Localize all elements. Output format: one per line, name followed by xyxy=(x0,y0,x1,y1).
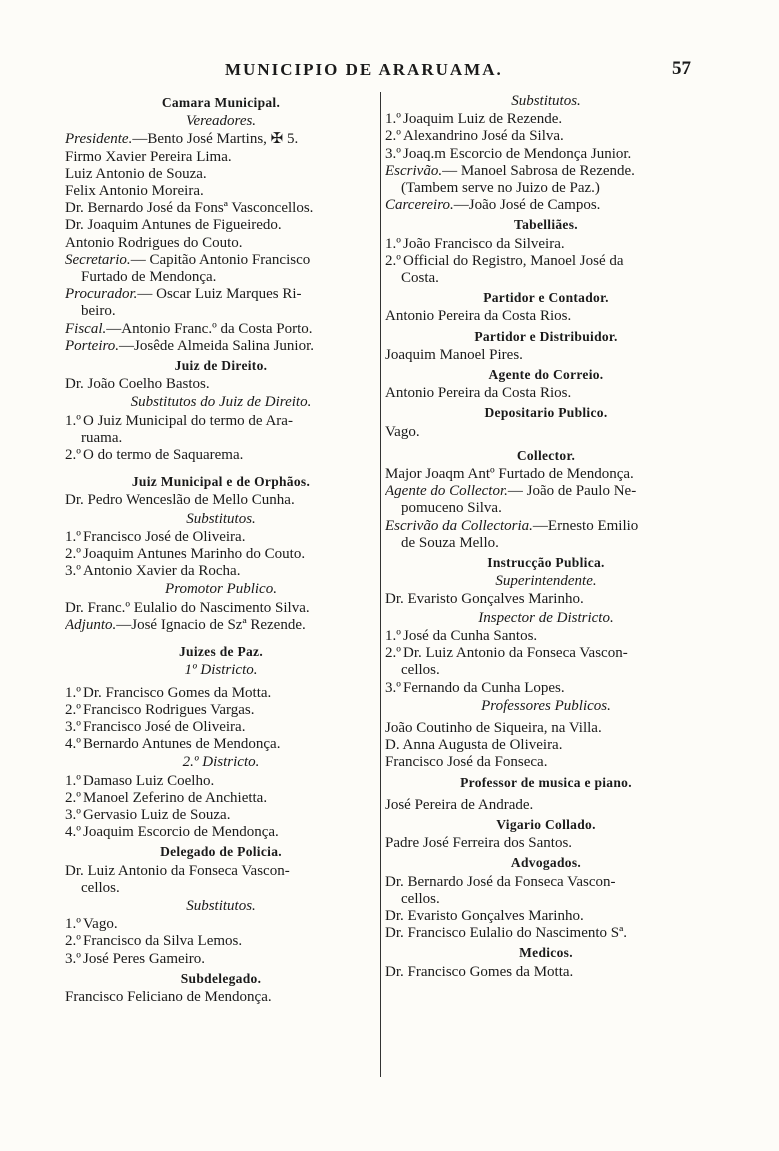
entry-text: Manoel Zeferino de Anchietta. xyxy=(83,789,268,806)
numbered-entry xyxy=(65,447,377,464)
numbered-entry xyxy=(65,529,377,546)
section-heading: Tabelliães. xyxy=(514,217,578,233)
role-holder: — Manoel Sabrosa de Rezende. xyxy=(442,162,635,179)
entry-text: João Francisco da Silveira. xyxy=(403,235,565,252)
text-line: Antonio Pereira da Costa Rios. xyxy=(385,308,572,325)
entry-text: Joaq.m Escorcio de Mendonça Junior. xyxy=(403,145,632,162)
section-heading: Depositario Publico. xyxy=(484,405,608,421)
entry-text: O do termo de Saquarema. xyxy=(83,447,244,464)
role-label: Agente do Collector. xyxy=(385,483,508,500)
text-line: Dr. Evaristo Gonçalves Marinho. xyxy=(385,907,584,924)
role-entry xyxy=(65,617,377,634)
text-line: Dr. Bernardo José da Fonseca Vascon- xyxy=(385,873,616,890)
text-line: pomuceno Silva. xyxy=(401,500,502,517)
numbered-entry xyxy=(65,719,377,736)
role-label: Escrivão da Collectoria. xyxy=(385,517,533,534)
numbered-entry xyxy=(385,253,707,270)
entry-number: 2.º xyxy=(65,933,81,950)
entry-number: 4.º xyxy=(65,824,81,841)
entry-number: 2.º xyxy=(385,645,401,662)
entry-text: Joaquim Luiz de Rezende. xyxy=(403,111,563,128)
entry-text: Vago. xyxy=(83,916,118,933)
section-heading: Professor de musica e piano. xyxy=(460,774,632,790)
role-label: Presidente. xyxy=(65,131,133,148)
subsection-heading: 2.º Districto. xyxy=(182,754,260,771)
page-title: MUNICIPIO DE ARARUAMA. xyxy=(225,60,503,79)
numbered-entry xyxy=(65,773,377,790)
entry-number: 3.º xyxy=(65,950,81,967)
column-divider xyxy=(380,92,381,1077)
role-holder: —Bento José Martins, ✠ 5. xyxy=(132,131,299,148)
role-holder: —Josêde Almeida Salina Junior. xyxy=(119,337,315,354)
subsection-heading: Promotor Publico. xyxy=(165,581,277,598)
role-entry xyxy=(65,321,377,338)
text-line: Felix Antonio Moreira. xyxy=(65,183,204,200)
entry-text: Joaquim Antunes Marinho do Couto. xyxy=(83,546,306,563)
entry-text: Joaquim Escorcio de Mendonça. xyxy=(83,824,279,841)
entry-text: Antonio Xavier da Rocha. xyxy=(83,563,241,580)
role-label: Adjunto. xyxy=(65,616,117,633)
page-header xyxy=(0,60,779,86)
text-line: Dr. João Coelho Bastos. xyxy=(65,376,210,393)
section-heading: Vigario Collado. xyxy=(496,816,596,832)
entry-text: Dr. Francisco Gomes da Motta. xyxy=(83,684,272,701)
entry-text: Damaso Luiz Coelho. xyxy=(83,772,215,789)
entry-number: 1.º xyxy=(65,772,81,789)
section-heading: Delegado de Policia. xyxy=(160,844,282,860)
numbered-entry xyxy=(65,824,377,841)
entry-text: O Juiz Municipal do termo de Ara- xyxy=(83,412,293,429)
entry-number: 2.º xyxy=(385,128,401,145)
entry-number: 2.º xyxy=(65,447,81,464)
text-line: ruama. xyxy=(81,429,123,446)
role-entry xyxy=(385,518,707,535)
numbered-entry xyxy=(385,111,707,128)
subsection-heading: Vereadores. xyxy=(185,113,257,130)
text-line: Dr. Luiz Antonio da Fonseca Vascon- xyxy=(65,862,290,879)
entry-text: Gervasio Luiz de Souza. xyxy=(83,806,231,823)
role-holder: —João José de Campos. xyxy=(453,197,601,214)
role-entry xyxy=(65,131,377,148)
subsection-heading: Substitutos. xyxy=(186,897,256,914)
subsection-heading: Superintendente. xyxy=(495,573,597,590)
text-line: Francisco José da Fonseca. xyxy=(385,754,548,771)
role-holder: —Antonio Franc.º da Costa Porto. xyxy=(106,320,313,337)
entry-number: 2.º xyxy=(65,701,81,718)
numbered-entry xyxy=(385,680,707,697)
section-heading: Camara Municipal. xyxy=(161,95,281,110)
entry-text: José da Cunha Santos. xyxy=(403,627,538,644)
text-line: Dr. Francisco Eulalio do Nascimento Sª. xyxy=(385,925,628,942)
spacer xyxy=(65,634,377,641)
spacer xyxy=(385,441,707,445)
section-heading: Juiz Municipal e de Orphãos. xyxy=(131,474,311,490)
numbered-entry xyxy=(385,128,707,145)
numbered-entry xyxy=(65,563,377,580)
text-line: cellos. xyxy=(81,879,120,896)
page-number: 57 xyxy=(672,58,691,79)
text-line: de Souza Mello. xyxy=(401,534,499,551)
text-line: Vago. xyxy=(385,423,420,440)
text-line: Francisco Feliciano de Mendonça. xyxy=(65,988,272,1005)
subsection-heading: Substitutos do Juiz de Direito. xyxy=(130,394,312,411)
role-label: Carcereiro. xyxy=(385,197,454,214)
numbered-entry xyxy=(65,736,377,753)
text-line: Dr. Bernardo José da Fonsª Vasconcellos. xyxy=(65,200,314,217)
entry-text: Fernando da Cunha Lopes. xyxy=(403,679,565,696)
entry-number: 1.º xyxy=(385,627,401,644)
text-line: Dr. Franc.º Eulalio do Nascimento Silva. xyxy=(65,599,310,616)
numbered-entry xyxy=(65,413,377,430)
section-heading: Agente do Correio. xyxy=(488,367,604,383)
text-line: Joaquim Manoel Pires. xyxy=(385,346,523,363)
entry-number: 1.º xyxy=(65,528,81,545)
role-holder: — João de Paulo Ne- xyxy=(507,483,637,500)
section-heading: Partidor e Contador. xyxy=(483,290,609,306)
entry-number: 3.º xyxy=(385,145,401,162)
entry-text: Francisco José de Oliveira. xyxy=(83,718,246,735)
role-entry xyxy=(65,252,377,269)
text-line: D. Anna Augusta de Oliveira. xyxy=(385,737,563,754)
text-line: (Tambem serve no Juizo de Paz.) xyxy=(401,180,600,197)
section-heading: Medicos. xyxy=(519,945,573,961)
numbered-entry xyxy=(385,146,707,163)
role-holder: — Capitão Antonio Francisco xyxy=(130,251,311,268)
numbered-entry xyxy=(65,933,377,950)
entry-number: 1.º xyxy=(385,235,401,252)
left-column xyxy=(65,92,377,1006)
section-heading: Collector. xyxy=(516,447,576,463)
numbered-entry xyxy=(65,702,377,719)
text-line: beiro. xyxy=(81,303,116,320)
text-line: Costa. xyxy=(401,270,439,287)
role-holder: —Ernesto Emilio xyxy=(532,517,639,534)
numbered-entry xyxy=(65,807,377,824)
subsection-heading: Inspector de Districto. xyxy=(478,609,614,626)
numbered-entry xyxy=(65,685,377,702)
role-label: Escrivão. xyxy=(385,162,443,179)
numbered-entry xyxy=(385,236,707,253)
text-line: cellos. xyxy=(401,890,440,907)
role-label: Procurador. xyxy=(65,286,138,303)
entry-number: 1.º xyxy=(65,684,81,701)
role-holder: —José Ignacio de Szª Rezende. xyxy=(116,616,306,633)
text-line: Dr. Evaristo Gonçalves Marinho. xyxy=(385,591,584,608)
entry-text: Bernardo Antunes de Mendonça. xyxy=(83,736,281,753)
text-line: cellos. xyxy=(401,662,440,679)
text-line: Furtado de Mendonça. xyxy=(81,269,217,286)
text-line: João Coutinho de Siqueira, na Villa. xyxy=(385,719,602,736)
spacer xyxy=(65,464,377,471)
section-heading: Advogados. xyxy=(510,855,582,871)
numbered-entry xyxy=(385,645,707,662)
role-label: Fiscal. xyxy=(65,320,107,337)
section-heading: Juiz de Direito. xyxy=(174,358,268,374)
entry-number: 3.º xyxy=(65,806,81,823)
entry-text: Dr. Luiz Antonio da Fonseca Vascon- xyxy=(403,645,628,662)
role-label: Secretario. xyxy=(65,251,131,268)
entry-number: 3.º xyxy=(65,563,81,580)
section-heading: Partidor e Distribuidor. xyxy=(474,328,618,344)
subsection-heading: Substitutos. xyxy=(186,510,256,527)
text-line: Luiz Antonio de Souza. xyxy=(65,165,207,182)
entry-number: 4.º xyxy=(65,736,81,753)
entry-text: Francisco da Silva Lemos. xyxy=(83,933,243,950)
entry-text: Francisco Rodrigues Vargas. xyxy=(83,701,255,718)
text-line: Dr. Joaquim Antunes de Figueiredo. xyxy=(65,217,282,234)
entry-text: Official do Registro, Manoel José da xyxy=(403,252,624,269)
entry-number: 3.º xyxy=(65,718,81,735)
text-line: Antonio Pereira da Costa Rios. xyxy=(385,385,572,402)
subsection-heading: Substitutos. xyxy=(511,93,581,109)
text-line: Dr. Pedro Wenceslão de Mello Cunha. xyxy=(65,492,295,509)
role-entry xyxy=(385,163,707,180)
subsection-heading: Professores Publicos. xyxy=(481,697,611,714)
role-entry xyxy=(65,338,377,355)
numbered-entry xyxy=(65,916,377,933)
entry-text: Alexandrino José da Silva. xyxy=(403,128,564,145)
right-column xyxy=(385,92,707,981)
section-heading: Juizes de Paz. xyxy=(178,644,264,660)
entry-number: 2.º xyxy=(385,252,401,269)
text-line: José Pereira de Andrade. xyxy=(385,796,534,813)
role-entry xyxy=(385,197,707,214)
entry-text: José Peres Gameiro. xyxy=(83,950,206,967)
role-entry xyxy=(385,483,707,500)
text-line: Major Joaqm Antº Furtado de Mendonça. xyxy=(385,466,634,483)
role-holder: — Oscar Luiz Marques Ri- xyxy=(137,286,302,303)
text-line: Dr. Francisco Gomes da Motta. xyxy=(385,963,574,980)
section-heading: Instrucção Publica. xyxy=(487,555,605,571)
numbered-entry xyxy=(65,790,377,807)
entry-number: 1.º xyxy=(65,412,81,429)
entry-number: 1.º xyxy=(385,111,401,128)
entry-text: Francisco José de Oliveira. xyxy=(83,528,246,545)
text-line: Padre José Ferreira dos Santos. xyxy=(385,835,573,852)
role-entry xyxy=(65,286,377,303)
section-heading: Subdelegado. xyxy=(180,970,262,986)
subsection-heading: 1º Districto. xyxy=(184,662,258,679)
text-line: Antonio Rodrigues do Couto. xyxy=(65,234,243,251)
entry-number: 2.º xyxy=(65,546,81,563)
role-label: Porteiro. xyxy=(65,337,120,354)
numbered-entry xyxy=(65,546,377,563)
entry-number: 2.º xyxy=(65,789,81,806)
text-line: Firmo Xavier Pereira Lima. xyxy=(65,148,232,165)
entry-number: 1.º xyxy=(65,916,81,933)
numbered-entry xyxy=(65,951,377,968)
entry-number: 3.º xyxy=(385,679,401,696)
numbered-entry xyxy=(385,628,707,645)
